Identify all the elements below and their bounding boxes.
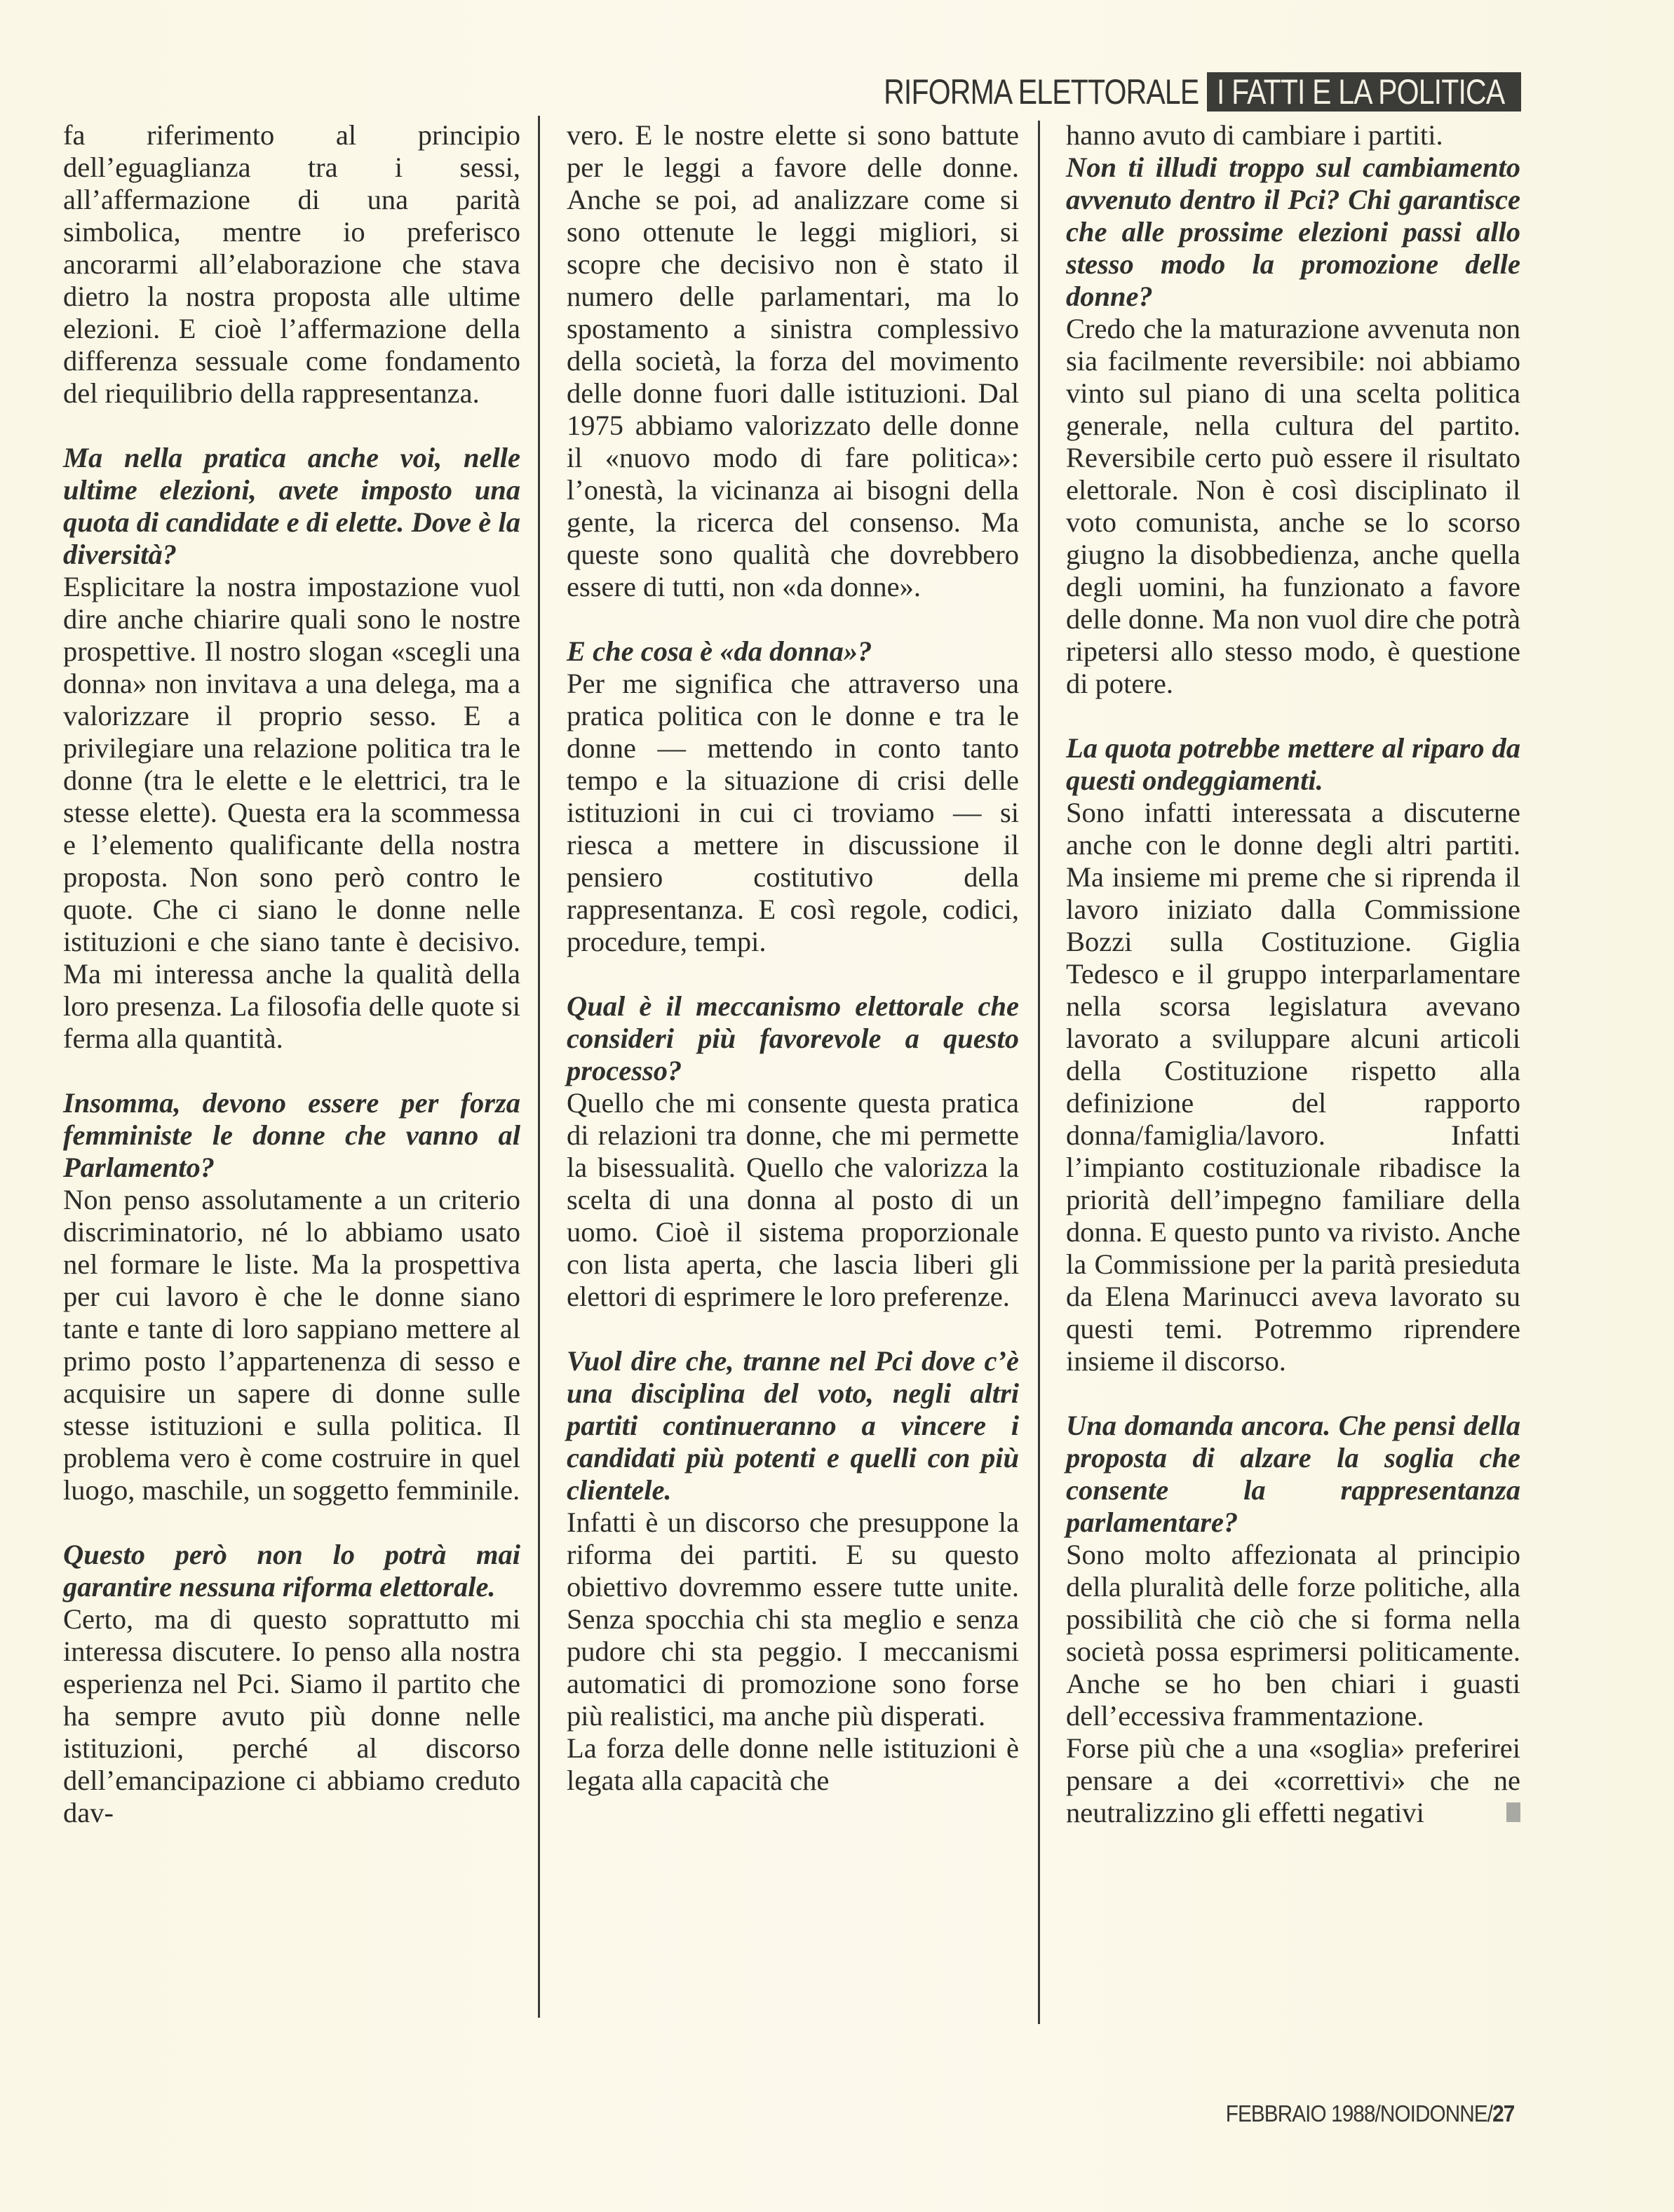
interview-question: Questo però non lo potrà mai garantire nessuna riforma elettorale. (63, 1539, 520, 1603)
interview-question: Non ti illudi troppo sul cambiamento avvenuto dentro il Pci? Chi garantisce che alle prossime elezioni passi allo stesso modo la promozione delle donne? (1066, 151, 1520, 312)
interview-question: E che cosa è «da donna»? (567, 635, 872, 667)
answer-paragraph: Certo, ma di questo soprattutto mi interessa discutere. Io penso alla nostra esperienza nel Pci. Siamo il partito che ha sempre avuto più donne nelle istituzioni, perché al discorso dell’emancipazione ci abbiamo creduto dav- (63, 1603, 520, 1828)
running-header (813, 72, 1521, 112)
text-column-2 (567, 119, 1019, 1797)
answer-paragraph: Esplicitare la nostra impostazione vuol dire anche chiarire quali sono le nostre prospettive. Il nostro slogan «scegli una donna» non invitava a una delega, ma a valorizzare il proprio sesso. E a privilegiare una relazione politica tra le donne (tra le elette e le elettrici, tra le stesse elette). Questa era la scommessa e l’elemento qualificante della nostra proposta. Non sono però contro le quote. Che ci siano le donne nelle istituzioni e che siano tante è decisivo. Ma mi interessa anche la qualità della loro presenza. La filosofia delle quote si ferma alla quantità. (63, 571, 520, 1054)
rubric-text: I FATTI E LA POLITICA (1216, 72, 1504, 112)
final-text: Forse più che a una «soglia» preferirei pensare a dei «correttivi» che ne neutralizzino gli effetti negativi (1066, 1732, 1520, 1828)
paragraph-gap (1066, 1377, 1520, 1410)
answer-paragraph: fa riferimento al principio dell’eguaglianza tra i sessi, all’affermazione di una parità simbolica, mentre io preferisco ancorarmi all’elaborazione che stava dietro la nostra proposta alle ultime elezioni. E cioè l’affermazione della differenza sessuale come fondamento del riequilibrio della rappresentanza. (63, 119, 520, 409)
paragraph-gap (63, 410, 520, 442)
paragraph-gap (567, 1313, 1019, 1345)
answer-paragraph: Credo che la maturazione avvenuta non sia facilmente reversibile: noi abbiamo vinto sul piano di una scelta politica generale, nella cultura del partito. Reversibile certo può essere il risultato elettorale. Non è così disciplinato il voto comunista, anche se lo scorso giugno la disobbedienza, anche quella degli uomini, ha funzionato a favore delle donne. Ma non vuol dire che potrà ripetersi allo stesso modo, è questione di potere. (1066, 313, 1520, 699)
paragraph-gap (63, 1055, 520, 1087)
interview-question: Ma nella pratica anche voi, nelle ultime elezioni, avete imposto una quota di candidate e di elette. Dove è la diversità? (63, 442, 520, 570)
text-column-3 (1066, 119, 1520, 1829)
answer-paragraph: Non penso assolutamente a un criterio discriminatorio, né lo abbiamo usato nel formare le liste. Ma la prospettiva per cui lavoro è che le donne siano tante e tante di loro sappiano mettere al primo posto l’appartenenza di sesso e acquisire un sapere di donne sulle stesse istituzioni e sulla politica. Il problema vero è come costruire in quel luogo, maschile, un soggetto femminile. (63, 1184, 520, 1506)
end-of-article-square-icon (1506, 1802, 1520, 1822)
section-title: RIFORMA ELETTORALE (883, 72, 1199, 112)
text-column-1 (63, 119, 520, 1829)
page-number: 27 (1492, 2100, 1514, 2126)
answer-paragraph: Sono molto affezionata al principio della pluralità delle forze politiche, alla possibilità che ciò che si forma nella società possa esprimersi politicamente. Anche se ho ben chiari i guasti dell’eccessiva frammentazione. (1066, 1539, 1520, 1732)
issue-info: FEBBRAIO 1988/NOIDONNE/ (1225, 2100, 1492, 2126)
interview-question: Una domanda ancora. Che pensi della proposta di alzare la soglia che consente la rappresentanza parlamentare? (1066, 1410, 1520, 1538)
page-footer (1225, 2100, 1514, 2127)
answer-paragraph: vero. E le nostre elette si sono battute per le leggi a favore delle donne. Anche se poi, ad analizzare come si sono ottenute le leggi migliori, si scopre che decisivo non è stato il numero delle parlamentari, ma lo spostamento a sinistra complessivo della società, la forza del movimento delle donne fuori dalle istituzioni. Dal 1975 abbiamo valorizzato delle donne il «nuovo modo di fare politica»: l’onestà, la vicinanza ai bisogni della gente, la ricerca del consenso. Ma queste sono qualità che dovrebbero essere di tutti, non «da donne». (567, 119, 1019, 602)
interview-question: Insomma, devono essere per forza femministe le donne che vanno al Parlamento? (63, 1087, 520, 1183)
answer-paragraph: Infatti è un discorso che presuppone la riforma dei partiti. E su questo obiettivo dovremmo essere tutte unite. Senza spocchia chi sta meglio e senza pudore chi sta peggio. I meccanismi automatici di promozione sono forse più realistici, ma anche più disperati. (567, 1506, 1019, 1732)
answer-paragraph: La forza delle donne nelle istituzioni è legata alla capacità che (567, 1732, 1019, 1796)
rubric-label (1207, 72, 1521, 112)
answer-paragraph: Quello che mi consente questa pratica di relazioni tra donne, che mi permette la bisessualità. Quello che valorizza la scelta di una donna al posto di un uomo. Cioè il sistema proporzionale con lista aperta, che lascia liberi gli elettori di esprimere le loro preferenze. (567, 1087, 1019, 1312)
answer-paragraph: hanno avuto di cambiare i partiti. (1066, 119, 1443, 151)
answer-paragraph: Per me significa che attraverso una pratica politica con le donne e tra le donne — mettendo in conto tanto tempo e la situazione di crisi delle istituzioni in cui ci troviamo — si riesca a mettere in discussione il pensiero costitutivo della rappresentanza. E così regole, codici, procedure, tempi. (567, 668, 1019, 957)
interview-question: La quota potrebbe mettere al riparo da questi ondeggiamenti. (1066, 732, 1520, 796)
answer-paragraph: Sono infatti interessata a discuterne anche con le donne degli altri partiti. Ma insieme mi preme che si riprenda il lavoro iniziato dalla Commissione Bozzi sulla Costituzione. Giglia Tedesco e il gruppo interparlamentare nella scorsa legislatura avevano lavorato a sviluppare alcuni articoli della Costituzione rispetto alla definizione del rapporto donna/famiglia/lavoro. Infatti l’impianto costituzionale ribadisce la priorità dell’impegno familiare della donna. E questo punto va rivisto. Anche la Commissione per la parità presieduta da Elena Marinucci aveva lavorato su questi temi. Potremmo riprendere insieme il discorso. (1066, 797, 1520, 1377)
paragraph-gap (63, 1506, 520, 1539)
paragraph-gap (567, 958, 1019, 990)
column-divider-1 (538, 116, 540, 2018)
column-divider-2 (1038, 121, 1040, 2024)
interview-question: Vuol dire che, tranne nel Pci dove c’è una disciplina del voto, negli altri partiti continueranno a vincere i candidati più potenti e quelli con più clientele. (567, 1345, 1019, 1506)
paragraph-gap (1066, 700, 1520, 732)
paragraph-gap (567, 603, 1019, 635)
answer-paragraph-final (1066, 1732, 1520, 1829)
interview-question: Qual è il meccanismo elettorale che consideri più favorevole a questo processo? (567, 990, 1019, 1086)
